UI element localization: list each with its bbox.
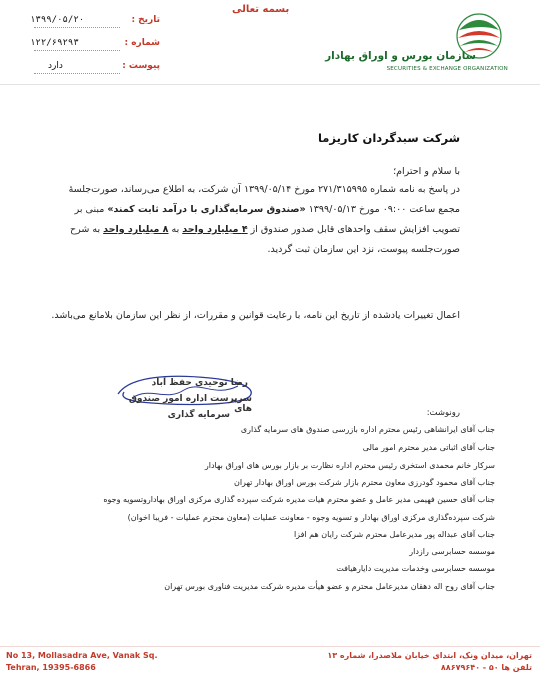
salutation: با سلام و احترام؛ <box>393 166 460 177</box>
paragraph-1-line-2 <box>44 200 460 220</box>
list-item: جناب آقای روح اله دهقان مدیرعامل محترم و عضو هیأت مدیره شرکت مدیریت فناوری بورس تهران <box>164 582 495 591</box>
list-item: جناب آقای عبداله پور مدیرعامل محترم شرکت رایان هم افزا <box>293 530 495 539</box>
list-item: موسسه حسابرسی رازدار <box>409 547 495 556</box>
meta-number-label: شماره : <box>124 38 160 48</box>
signatory-title: سرپرست اداره امور صندوق های <box>128 394 252 414</box>
list-item: سرکار خانم محمدی استخری رئیس محترم اداره نظارت بر بازار بورس های اوراق بهادار <box>204 461 495 470</box>
list-item: جناب آقای محمود گودرزی معاون محترم بازار شرکت بورس اوراق بهادار تهران <box>233 478 495 487</box>
footer-phone: تلفن ها ۵۰ - ۸۸۶۷۹۶۴۰ <box>440 663 532 672</box>
paragraph-2: اعمال تغییرات یادشده از تاریخ این نامه، با رعایت قوانین و مقررات، از نظر این سازمان بلامانع می‌باشد. <box>51 310 460 321</box>
footer-address-en-line-1: No 13, Mollasadra Ave, Vanak Sq. <box>6 651 158 660</box>
header-divider <box>0 84 540 85</box>
list-item: شرکت سپرده‌گذاری مرکزی اوراق بهادار و تسویه وجوه - معاونت عملیات (معاون محترم عملیات - فریبا اخوان) <box>127 513 495 522</box>
organization-logo <box>324 6 514 78</box>
meta-divider <box>34 27 120 28</box>
list-item: جناب آقای ایرانشاهی رئیس محترم اداره بازرسی صندوق های سرمایه گذاری <box>240 425 495 434</box>
meta-date-value: ۱۳۹۹/۰۵/۲۰ <box>30 15 85 25</box>
signature-block <box>110 372 260 432</box>
footer-address-fa <box>327 650 532 674</box>
footer-address-fa-line-1: تهران، میدان ونک، ابتدای خیابان ملاصدرا، شماره ۱۳ <box>327 651 532 660</box>
footer-address-en-line-2: Tehran, 19395-6866 <box>6 663 96 672</box>
units-to: ۸ میلیارد واحد <box>103 224 169 235</box>
basmala: بسمه تعالی <box>232 4 290 15</box>
recipient: شرکت سبدگردان کاریزما <box>317 131 460 145</box>
paragraph-1-line-4: صورت‌جلسه پیوست، نزد این سازمان ثبت گردید. <box>267 244 460 255</box>
paragraph-1 <box>44 180 460 260</box>
footer-address-en <box>6 650 158 674</box>
para1-part: تصویب افزایش سقف واحدهای قابل صدور صندوق از <box>247 224 460 235</box>
meta-divider <box>34 73 120 74</box>
meta-attachment-value: دارد <box>48 61 63 71</box>
para1-part: مبنی بر <box>74 204 108 215</box>
meta-attachment <box>30 61 160 77</box>
org-name-en: SECURITIES & EXCHANGE ORGANIZATION <box>386 66 508 72</box>
para1-part: به <box>168 224 183 235</box>
meta-number-value: ۱۲۲/۶۹۲۹۳ <box>30 38 79 48</box>
paragraph-1-line-1: در پاسخ به نامه شماره ۲۷۱/۳۱۵۹۹۵ مورخ ۱۳۹۹/۰۵/۱۴ آن شرکت، به اطلاع می‌رساند، صورت‌جلسهٔ <box>68 184 460 195</box>
list-item: جناب آقای اثباتی مدیر محترم امور مالی <box>362 443 495 452</box>
list-item: موسسه حسابرسی وخدمات مدیریت دایارهیافت <box>336 564 495 573</box>
meta-attachment-label: پیوست : <box>122 61 160 71</box>
meta-divider <box>34 50 120 51</box>
signatory-name: رضا توحیدی حفظ آباد <box>151 378 248 388</box>
para1-part: مجمع ساعت ۰۹:۰۰ مورخ ۱۳۹۹/۰۵/۱۳ <box>305 204 460 215</box>
meta-date <box>30 15 160 31</box>
para1-part: به شرح <box>70 224 104 235</box>
meta-number <box>30 38 160 54</box>
org-name-fa: سازمان بورس و اوراق بهادار <box>325 50 476 62</box>
cc-title: رونوشت: <box>426 408 460 418</box>
paragraph-1-line-3 <box>44 220 460 240</box>
fund-name: «صندوق سرمایه‌گذاری با درآمد ثابت کمند» <box>107 204 306 215</box>
footer-divider <box>0 646 540 647</box>
list-item: جناب آقای حسین فهیمی مدیر عامل و عضو محترم هیات مدیره شرکت سپرده گذاری مرکزی اوراق بهاداروتسویه وجوه <box>103 495 495 504</box>
signatory-title-2: سرمایه گذاری <box>167 410 230 420</box>
meta-date-label: تاریخ : <box>131 15 160 25</box>
units-from: ۴ میلیارد واحد <box>182 224 248 235</box>
